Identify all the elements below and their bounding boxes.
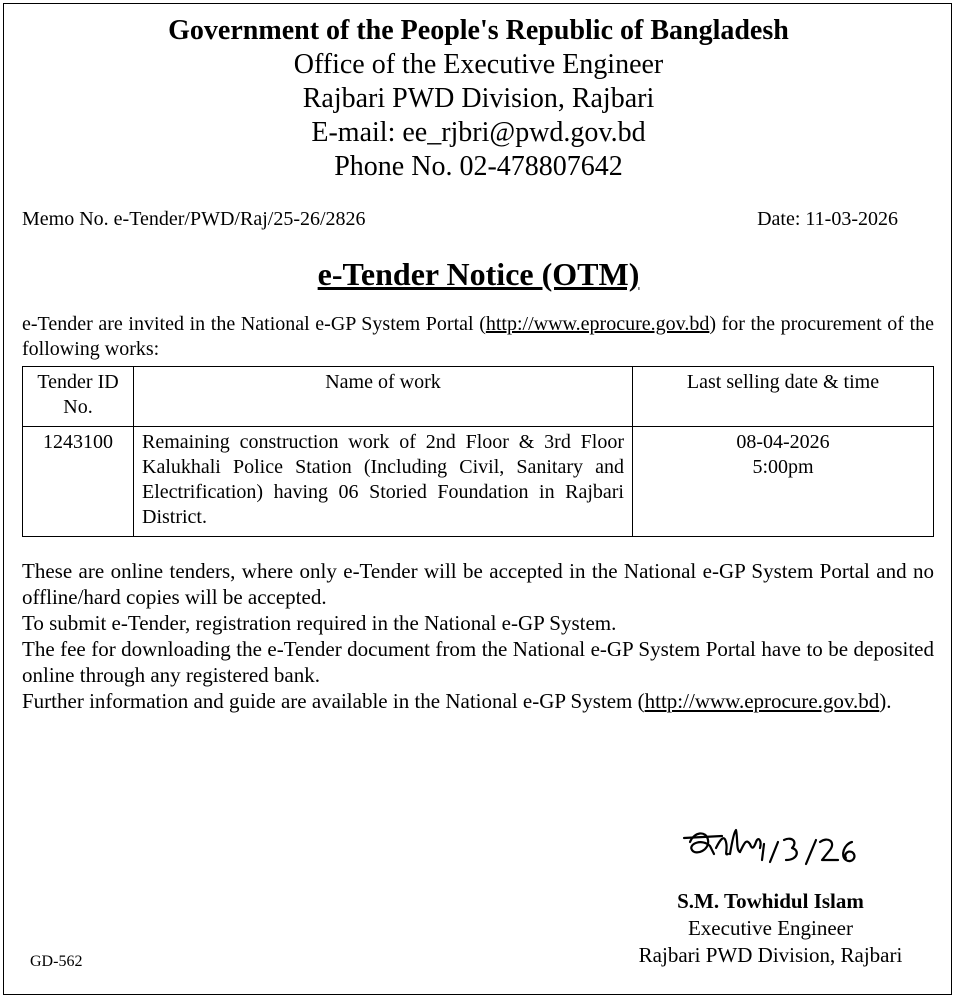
further-info-end: ).: [879, 689, 892, 713]
paragraph-fee: The fee for downloading the e-Tender document from the National e-GP System Portal have to be deposited online through any registered bank.: [22, 637, 934, 687]
memo-date: Date: 11-03-2026: [757, 208, 898, 230]
selling-date-cell: [633, 427, 934, 537]
paragraph-online-tenders: These are online tenders, where only e-Tender will be accepted in the National e-GP System Portal and no offline/hard copies will be accepted.: [22, 559, 934, 609]
signatory-designation: Executive Engineer: [687, 916, 853, 940]
notice-title: [0, 255, 957, 293]
signatory-name: S.M. Towhidul Islam: [677, 889, 864, 913]
further-info-text: Further information and guide are available in the National e-GP System (: [22, 689, 645, 713]
letterhead: [0, 14, 957, 184]
intro-before-link: e-Tender are invited in the National e-GP System Portal (: [22, 313, 486, 335]
header-tender-id: Tender ID No.: [23, 367, 134, 427]
signature-block: [600, 888, 941, 969]
tender-id-cell: 1243100: [23, 427, 134, 537]
memo-number: Memo No. e-Tender/PWD/Raj/25-26/2826: [22, 208, 366, 230]
table-header-row: [23, 367, 934, 427]
works-table: [22, 366, 934, 537]
paragraph-registration: To submit e-Tender, registration required in the National e-GP System.: [22, 611, 617, 635]
eprocure-link-2[interactable]: http://www.eprocure.gov.bd: [644, 689, 880, 713]
header-name-of-work: Name of work: [134, 367, 633, 427]
handwritten-signature: [680, 820, 890, 880]
selling-time: 5:00pm: [752, 456, 814, 478]
intro-after-link: ) for the procurement of the following works:: [22, 313, 934, 360]
signatory-office: Rajbari PWD Division, Rajbari: [638, 943, 903, 967]
notice-title-text: e-Tender Notice (OTM): [317, 256, 640, 292]
selling-date: 08-04-2026: [736, 431, 830, 453]
header-last-selling-date: Last selling date & time: [633, 367, 934, 427]
work-name-cell: Remaining construction work of 2nd Floor & 3rd Floor Kalukhali Police Station (Including Civil, Sanitary and Electrification) having 06 Storied Foundation in Rajbari District.: [134, 427, 633, 537]
government-name: Government of the People's Republic of Bangladesh: [168, 15, 789, 46]
gd-code: GD-562: [30, 953, 83, 970]
email-line: E-mail: ee_rjbri@pwd.gov.bd: [311, 117, 646, 148]
eprocure-link[interactable]: http://www.eprocure.gov.bd: [485, 313, 710, 335]
phone-line: Phone No. 02-478807642: [334, 151, 623, 182]
intro-paragraph: [22, 312, 934, 362]
notice-body: [22, 558, 934, 714]
division-name: Rajbari PWD Division, Rajbari: [302, 83, 655, 114]
paragraph-further-info: [22, 688, 934, 714]
table-row: [23, 427, 934, 537]
office-name: Office of the Executive Engineer: [293, 49, 664, 80]
